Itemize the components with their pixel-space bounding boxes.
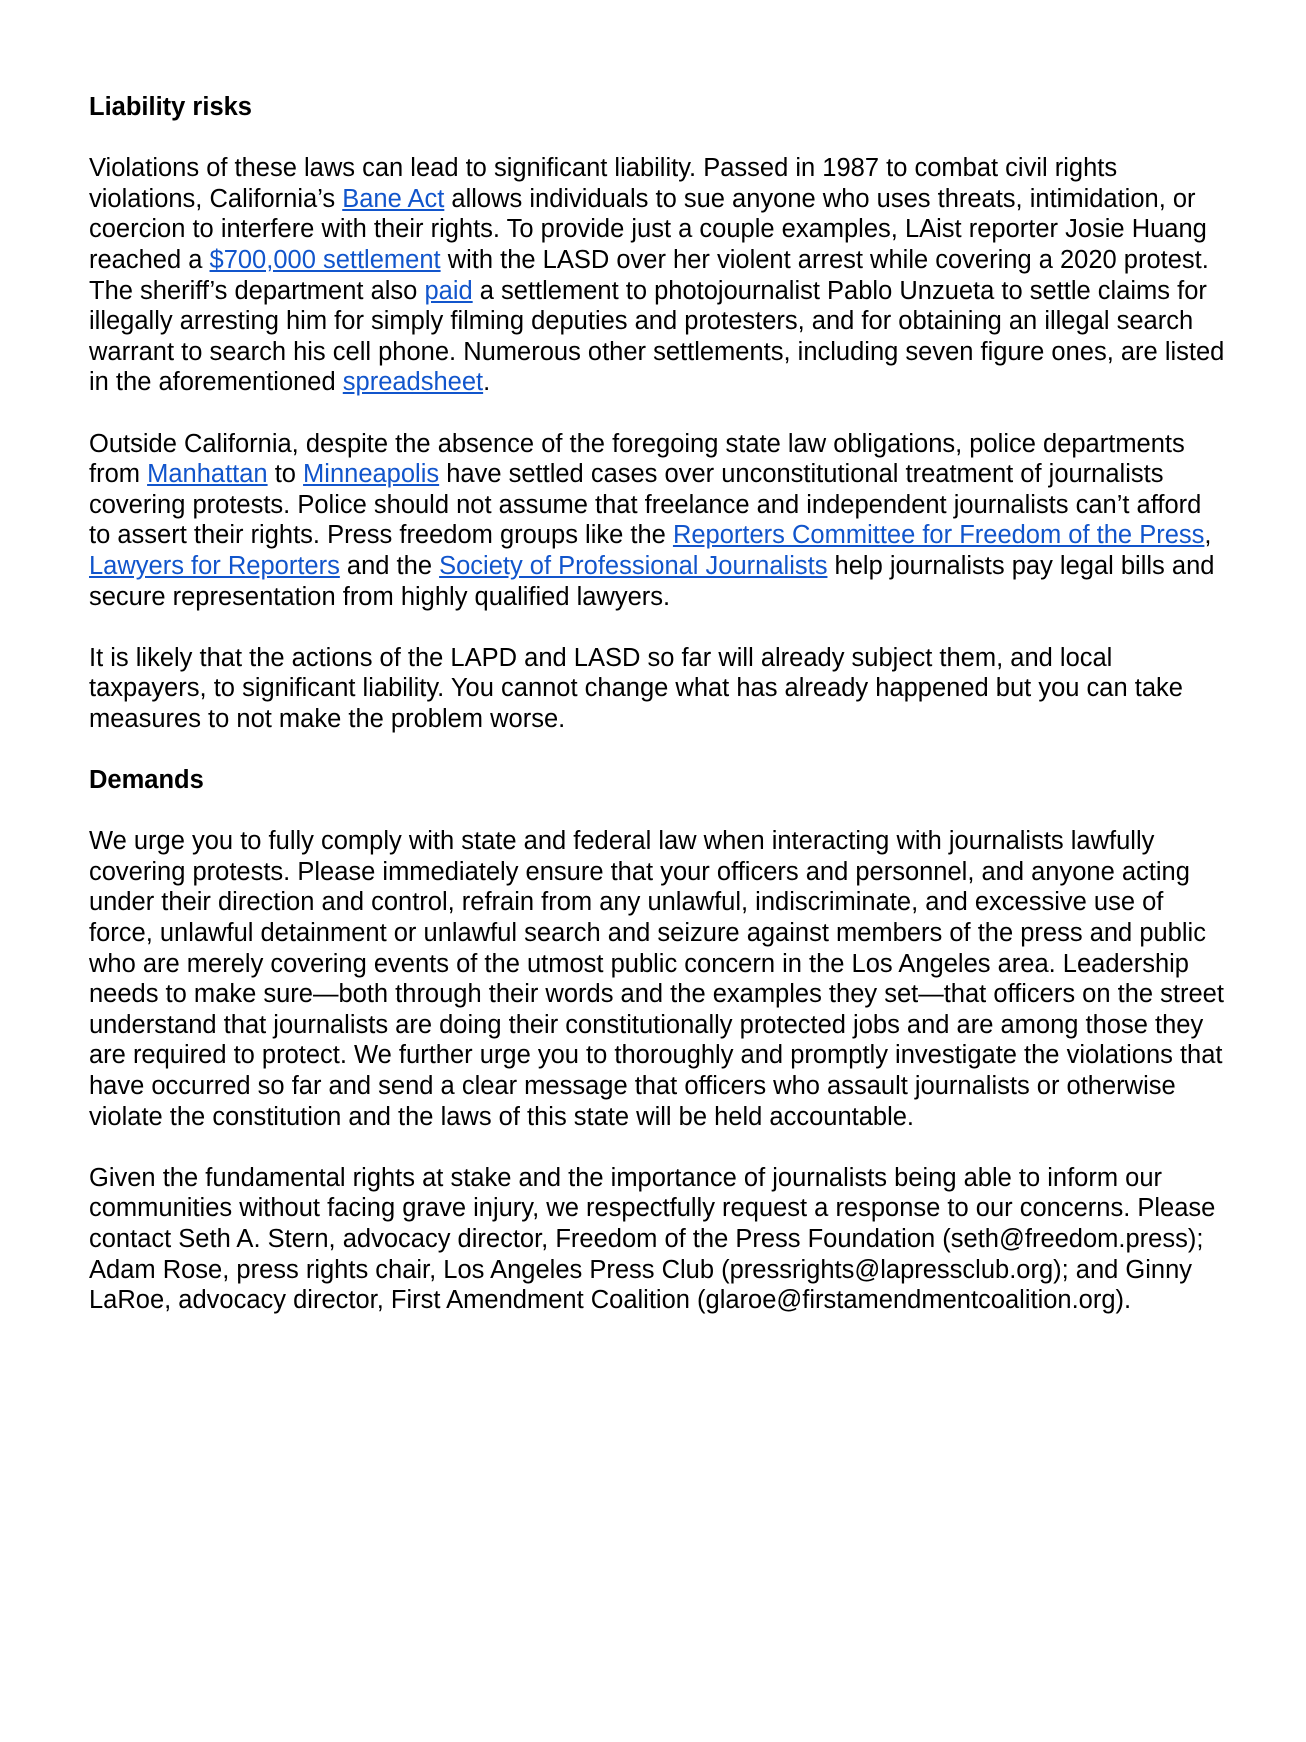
section-heading-liability-risks: Liability risks (89, 93, 252, 121)
paragraph-text: , (1204, 521, 1212, 550)
paragraph-text: allows individuals to sue anyone who uses threats, intimidation, or coercion to interfere with their rights. To provide just a couple examples, LAist reporter Josie Huang reached a (89, 184, 1207, 274)
link-paid[interactable]: paid (424, 276, 473, 305)
link-spreadsheet[interactable]: spreadsheet (342, 368, 484, 397)
paragraph-text: a settlement to photojournalist Pablo Unzueta to settle claims for illegally arresting him for simply filming deputies and protesters, and for obtaining an illegal search warrant to search his cell phone. Numerous other settlements, including seven figure ones, are listed in the aforementioned (89, 276, 1225, 397)
paragraph-text: Violations of these laws can lead to significant liability. Passed in 1987 to combat civil rights violations, California’s (89, 154, 1118, 213)
link-reporters-committee[interactable]: Reporters Committee for Freedom of the Press (672, 521, 1205, 550)
link-society-of-professional-journalists[interactable]: Society of Professional Journalists (439, 551, 828, 580)
paragraph-text: to (267, 460, 304, 489)
paragraph-bane-act (89, 153, 1229, 398)
paragraph-text: Outside California, despite the absence of the foregoing state law obligations, police departments from (89, 429, 1185, 489)
link-bane-act[interactable]: Bane Act (342, 184, 445, 213)
paragraph-text: have settled cases over unconstitutional treatment of journalists covering protests. Police should not assume that freelance and independent journalists can’t afford to assert their rights. Press freedom groups like the (89, 460, 1202, 550)
paragraph-text: with the LASD over her violent arrest while covering a 2020 protest. The sheriff’s department also (89, 245, 1209, 305)
paragraph-likely-liability: It is likely that the actions of the LAPD and LASD so far will already subject them, and local taxpayers, to significant liability. You cannot change what has already happened but you can take measures to not make the problem worse. (89, 643, 1183, 733)
link-manhattan[interactable]: Manhattan (147, 460, 268, 489)
paragraph-text: . (483, 368, 491, 397)
paragraph-text: help journalists pay legal bills and secure representation from highly qualified lawyers. (89, 551, 1215, 611)
paragraph-urge-compliance: We urge you to fully comply with state and federal law when interacting with journalists lawfully covering protests. Please immediately ensure that your officers and personnel, and anyone acting under their direction and control, refrain from any unlawful, indiscriminate, and excessive use of force, unlawful detainment or unlawful search and seizure against members of the press and public who are merely covering events of the utmost public concern in the Los Angeles area. Leadership needs to make sure—both through their words and the examples they set—that officers on the street understand that journalists are doing their constitutionally protected jobs and are among those they are required to protect. We further urge you to thoroughly and promptly investigate the violations that have occurred so far and send a clear message that officers who assault journalists or otherwise violate the constitution and the laws of this state will be held accountable. (89, 827, 1224, 1131)
section-heading-demands: Demands (89, 766, 204, 795)
link-minneapolis[interactable]: Minneapolis (303, 460, 440, 489)
link-lawyers-for-reporters[interactable]: Lawyers for Reporters (89, 551, 340, 580)
paragraph-text: and the (339, 551, 440, 580)
document-body (89, 92, 1229, 1346)
paragraph-contact-request: Given the fundamental rights at stake and the importance of journalists being able to inform our communities without facing grave injury, we respectfully request a response to our concerns. Please contact Seth A. Stern, advocacy director, Freedom of the Press Foundation (seth@freedom.press); Adam Rose, press rights chair, Los Angeles Press Club (pressrights@lapressclub.org); and Ginny LaRoe, advocacy director, First Amendment Coalition (glaroe@firstamendmentcoalition.org). (89, 1163, 1216, 1315)
paragraph-outside-california (89, 429, 1229, 613)
link-700000-settlement[interactable]: $700,000 settlement (209, 245, 441, 274)
